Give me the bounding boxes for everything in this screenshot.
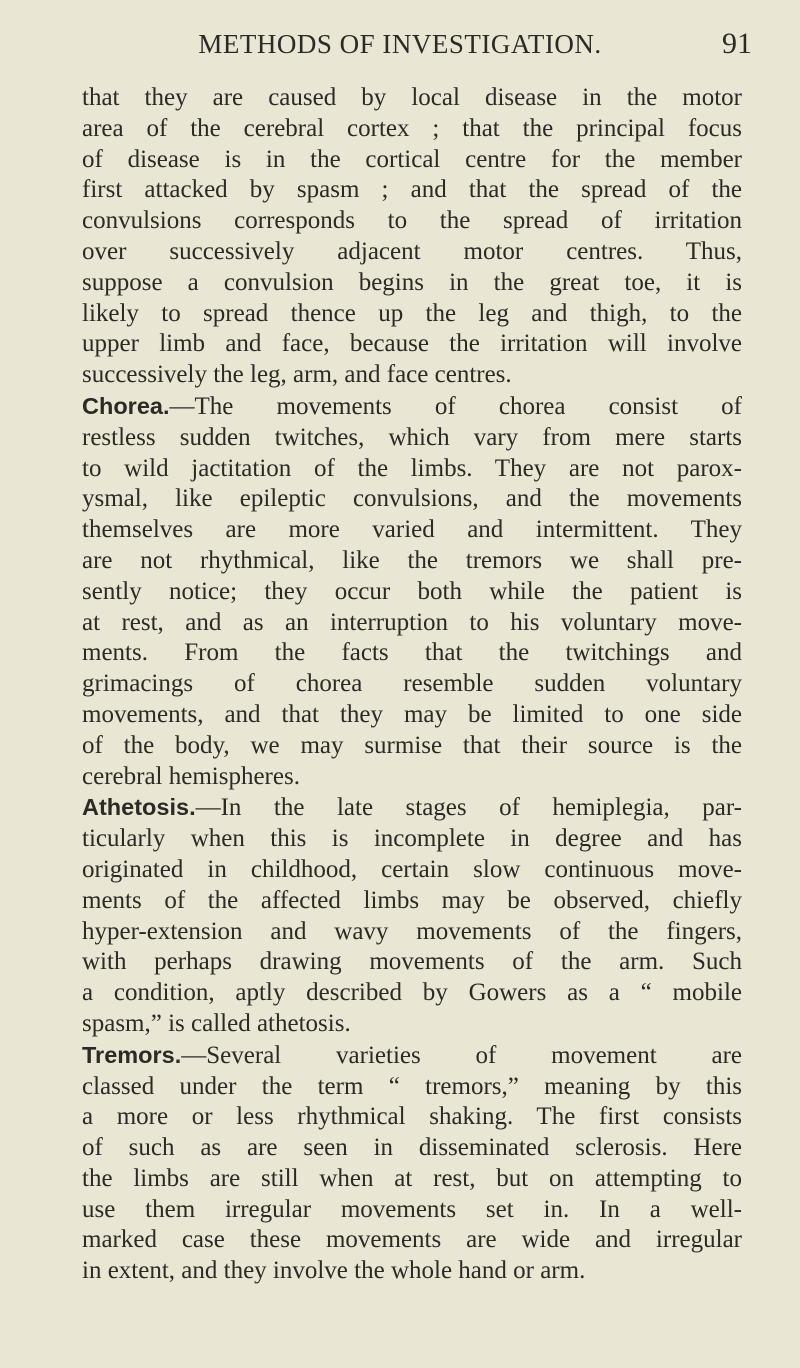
text-line: classed under the term “ tremors,” meaning by this [82, 1072, 742, 1100]
page-number: 91 [722, 27, 752, 60]
section-term: Tremors. [82, 1041, 182, 1068]
text-line [82, 792, 742, 824]
section-lead-text: —Several varieties of movement are [181, 1041, 742, 1069]
text-line: that they are caused by local disease in the motor [82, 84, 742, 111]
section-term: Athetosis. [82, 794, 196, 821]
text-line [82, 1040, 742, 1072]
text-line: ysmal, like epileptic convulsions, and the movements [82, 485, 742, 513]
text-line: ticularly when this is incomplete in degree and has [82, 825, 742, 853]
text-line: of such as are seen in disseminated sclerosis. Here [82, 1134, 742, 1162]
text-line: in extent, and they involve the whole hand or arm. [82, 1257, 586, 1285]
text-line: likely to spread thence up the leg and thigh, to the [82, 299, 742, 327]
text-line: themselves are more varied and intermittent. They [82, 516, 742, 544]
text-line: with perhaps drawing movements of the arm. Such [82, 948, 742, 976]
text-line: hyper-extension and wavy movements of the fingers, [82, 917, 742, 945]
body-text [82, 83, 742, 1287]
text-line: at rest, and as an interruption to his voluntary move- [82, 608, 742, 636]
text-line: use them irregular movements set in. In a well- [82, 1195, 742, 1223]
text-line: sently notice; they occur both while the patient is [82, 577, 742, 605]
section-lead-text: —In the late stages of hemiplegia, par- [195, 794, 742, 822]
text-line: spasm,” is called athetosis. [82, 1009, 351, 1037]
text-line [82, 391, 742, 423]
text-line: ments. From the facts that the twitchings and [82, 639, 742, 667]
text-line: suppose a convulsion begins in the great toe, it is [82, 268, 742, 296]
text-line: originated in childhood, certain slow continuous move- [82, 855, 742, 883]
text-line: ments of the affected limbs may be observed, chiefly [82, 886, 742, 914]
text-line: of disease is in the cortical centre for the member [82, 145, 742, 173]
text-line: cerebral hemispheres. [82, 762, 300, 790]
text-line: over successively adjacent motor centres. Thus, [82, 237, 742, 265]
text-line: first attacked by spasm ; and that the spread of the [82, 176, 742, 204]
text-line: area of the cerebral cortex ; that the principal focus [82, 114, 742, 142]
text-line: a condition, aptly described by Gowers as a “ mobile [82, 979, 742, 1007]
running-head: METHODS OF INVESTIGATION. [198, 29, 602, 59]
text-line: successively the leg, arm, and face centres. [82, 361, 512, 389]
text-line: upper limb and face, because the irritation will involve [82, 330, 742, 358]
section-term: Chorea. [82, 392, 170, 419]
text-line: restless sudden twitches, which vary from mere starts [82, 423, 742, 451]
text-line: a more or less rhythmical shaking. The first consists [82, 1103, 742, 1131]
text-line: marked case these movements are wide and irregular [82, 1226, 742, 1254]
text-line: movements, and that they may be limited to one side [82, 700, 742, 728]
text-line: are not rhythmical, like the tremors we shall pre- [82, 546, 742, 574]
text-line: grimacings of chorea resemble sudden voluntary [82, 670, 742, 698]
text-line: convulsions corresponds to the spread of irritation [82, 207, 742, 235]
text-line: to wild jactitation of the limbs. They are not parox- [82, 454, 742, 482]
text-line: the limbs are still when at rest, but on attempting to [82, 1164, 742, 1192]
text-line: of the body, we may surmise that their source is the [82, 731, 742, 759]
section-lead-text: —The movements of chorea consist of [169, 392, 742, 420]
page-header [0, 20, 800, 68]
